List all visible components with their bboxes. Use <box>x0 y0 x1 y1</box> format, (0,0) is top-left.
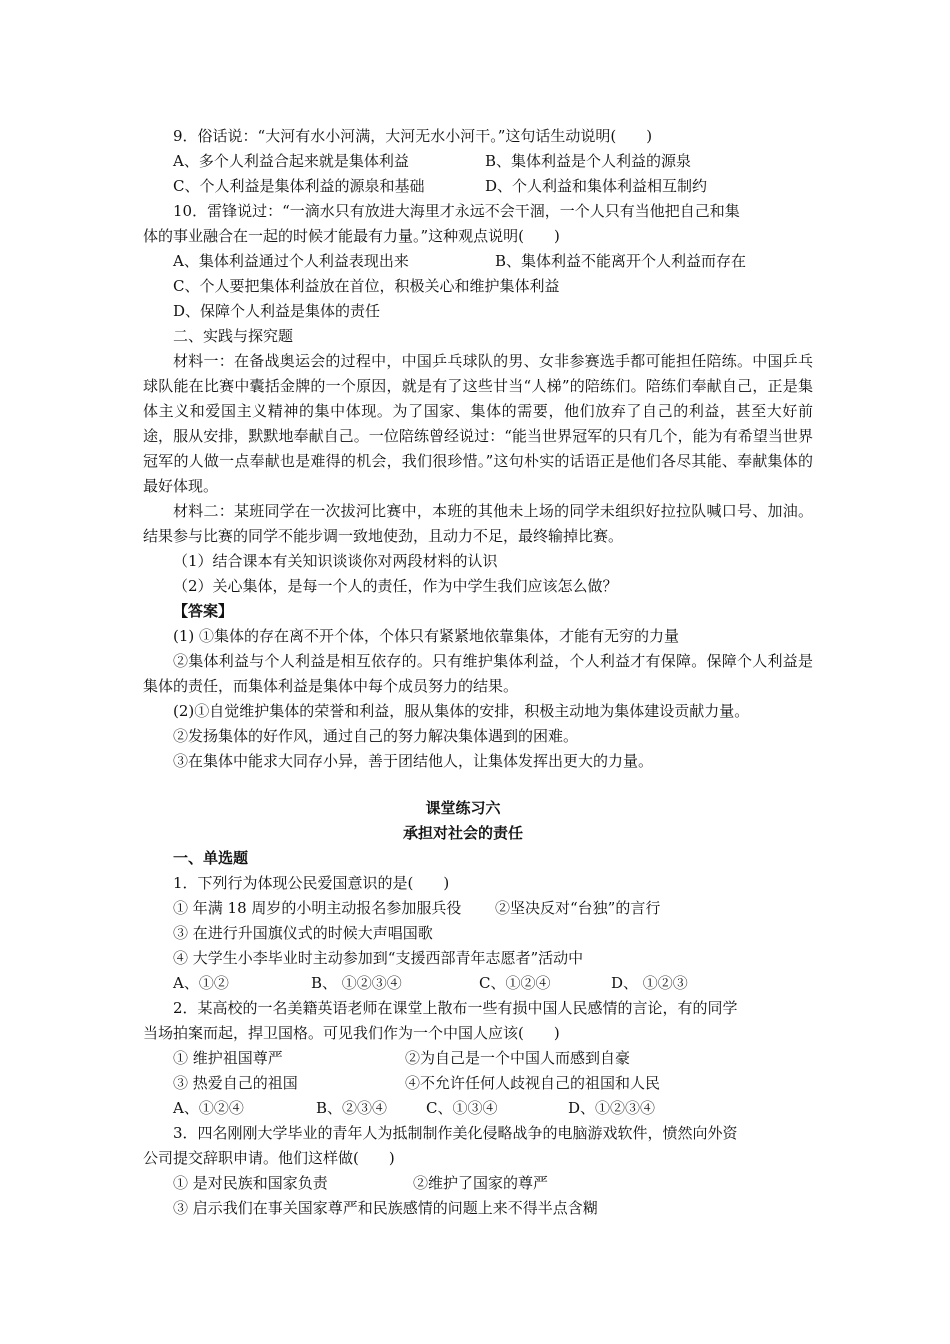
s2-q1-statement-4: ④ 大学生小李毕业时主动参加到“支援西部青年志愿者”活动中 <box>173 949 584 967</box>
material-1: 材料一：在备战奥运会的过程中，中国乒乓球队的男、女非参赛选手都可能担任陪练。中国乒乓球队能在比赛中囊括金牌的一个原因，就是有了这些甘当“人梯”的陪练们。陪练们奉献自己，正是集体主义和爱国主义精神的集中体现。为了国家、集体的需要，他们放弃了自己的利益，甚至大好前途，服从安排，默默地奉献自己。一位陪练曾经说过：“能当世界冠军的只有几个，能为有希望当世界冠军的人做一点奉献也是难得的机会，我们很珍惜。”这句朴实的话语正是他们各尽其能、奉献集体的最好体现。 <box>143 352 813 495</box>
s2-q2-stem-line2: 当场拍案而起，捍卫国格。可见我们作为一个中国人应该( ) <box>143 1024 560 1042</box>
s2-q3-stem-line2: 公司提交辞职申请。他们这样做( ) <box>143 1149 395 1167</box>
q10-option-c: C、个人要把集体利益放在首位，积极关心和维护集体利益 <box>173 277 560 295</box>
s2-q2-statements-row2 <box>173 1071 813 1096</box>
s2-q2-statements-row1 <box>173 1046 813 1071</box>
answer-1-2: ②集体利益与个人利益是相互依存的。只有维护集体利益，个人利益才有保障。保障个人利益是集体的责任，而集体利益是集体中每个成员努力的结果。 <box>143 652 813 695</box>
s2-q3-statement-1: ① 是对民族和国家负责 <box>173 1174 328 1192</box>
s2-q2-statement-4: ④不允许任何人歧视自己的祖国和人民 <box>405 1074 661 1092</box>
s2-q2-stem-line1: 2．某高校的一名美籍英语老师在课堂上散布一些有损中国人民感情的言论，有的同学 <box>173 999 738 1017</box>
answer-2-3: ③在集体中能求大同存小异，善于团结他人，让集体发挥出更大的力量。 <box>173 752 654 770</box>
q10-stem-line1: 10．雷锋说过：“一滴水只有放进大海里才永远不会干涸，一个人只有当他把自己和集 <box>173 202 740 220</box>
answer-1-1: (1) ①集体的存在离不开个体，个体只有紧紧地依靠集体，才能有无穷的力量 <box>173 627 680 645</box>
s2-q1-statement-1: ① 年满 18 周岁的小明主动报名参加服兵役 <box>173 899 462 917</box>
s2-q2-option-d: D、①②③④ <box>568 1099 656 1117</box>
s2-q1-option-d: D、 ①②③ <box>611 974 688 992</box>
s2-q1-option-b: B、 ①②③④ <box>311 974 402 992</box>
s2-q1-option-a: A、①② <box>173 974 229 992</box>
q9-option-b: B、集体利益是个人利益的源泉 <box>485 152 692 170</box>
s2-q1-statement-3: ③ 在进行升国旗仪式的时候大声唱国歌 <box>173 924 433 942</box>
section2-part1-title: 一、单选题 <box>173 849 249 867</box>
s2-q3-statement-3: ③ 启示我们在事关国家尊严和民族感情的问题上来不得半点含糊 <box>173 1199 598 1217</box>
task-1: （1）结合课本有关知识谈谈你对两段材料的认识 <box>173 552 498 570</box>
q9-option-d: D、个人利益和集体利益相互制约 <box>485 177 708 195</box>
s2-q3-stem-line1: 3．四名刚刚大学毕业的青年人为抵制制作美化侵略战争的电脑游戏软件，愤然向外资 <box>173 1124 738 1142</box>
document-body <box>143 124 813 1221</box>
s2-q2-statement-1: ① 维护祖国尊严 <box>173 1049 283 1067</box>
answer-2-1: (2)①自觉维护集体的荣誉和利益，服从集体的安排，积极主动地为集体建设贡献力量。 <box>173 702 750 720</box>
q9-options-row1 <box>173 149 813 174</box>
material-2: 材料二：某班同学在一次拔河比赛中，本班的其他未上场的同学未组织好拉拉队喊口号、加油。结果参与比赛的同学不能步调一致地使劲，且动力不足，最终输掉比赛。 <box>143 502 813 545</box>
q10-option-d: D、保障个人利益是集体的责任 <box>173 302 381 320</box>
q9-options-row2 <box>173 174 813 199</box>
task-2: （2）关心集体，是每一个人的责任，作为中学生我们应该怎么做？ <box>173 577 618 595</box>
s2-q2-option-c: C、①③④ <box>426 1099 498 1117</box>
section2-title: 课堂练习六 <box>425 799 501 817</box>
s2-q3-statements-row1 <box>173 1171 813 1196</box>
s2-q2-statement-2: ②为自己是一个中国人而感到自豪 <box>405 1049 631 1067</box>
part2-title: 二、实践与探究题 <box>173 327 294 345</box>
q10-option-a: A、集体利益通过个人利益表现出来 <box>173 252 409 270</box>
q10-stem-line2: 体的事业融合在一起的时候才能最有力量。”这种观点说明( ) <box>143 227 560 245</box>
answer-label: 【答案】 <box>173 602 234 620</box>
section-spacer <box>173 774 813 796</box>
answer-2-2: ②发扬集体的好作风，通过自己的努力解决集体遇到的困难。 <box>173 727 579 745</box>
q9-option-c: C、个人利益是集体利益的源泉和基础 <box>173 177 425 195</box>
q10-options-row1 <box>173 249 813 274</box>
s2-q1-statements-row1 <box>173 896 813 921</box>
s2-q2-statement-3: ③ 热爱自己的祖国 <box>173 1074 298 1092</box>
s2-q1-statement-2: ②坚决反对“台独”的言行 <box>495 899 661 917</box>
q10-option-b: B、集体利益不能离开个人利益而存在 <box>495 252 747 270</box>
q9-option-a: A、多个人利益合起来就是集体利益 <box>173 152 409 170</box>
s2-q1-option-c: C、①②④ <box>479 974 551 992</box>
section2-subtitle: 承担对社会的责任 <box>402 824 523 842</box>
s2-q1-options <box>173 971 813 996</box>
s2-q3-statement-2: ②维护了国家的尊严 <box>413 1174 549 1192</box>
s2-q2-options <box>173 1096 813 1121</box>
s2-q2-option-a: A、①②④ <box>173 1099 244 1117</box>
s2-q2-option-b: B、②③④ <box>316 1099 388 1117</box>
s2-q1-stem: 1．下列行为体现公民爱国意识的是( ) <box>173 874 450 892</box>
q9-stem: 9．俗话说：“大河有水小河满，大河无水小河干。”这句话生动说明( ) <box>173 127 653 145</box>
